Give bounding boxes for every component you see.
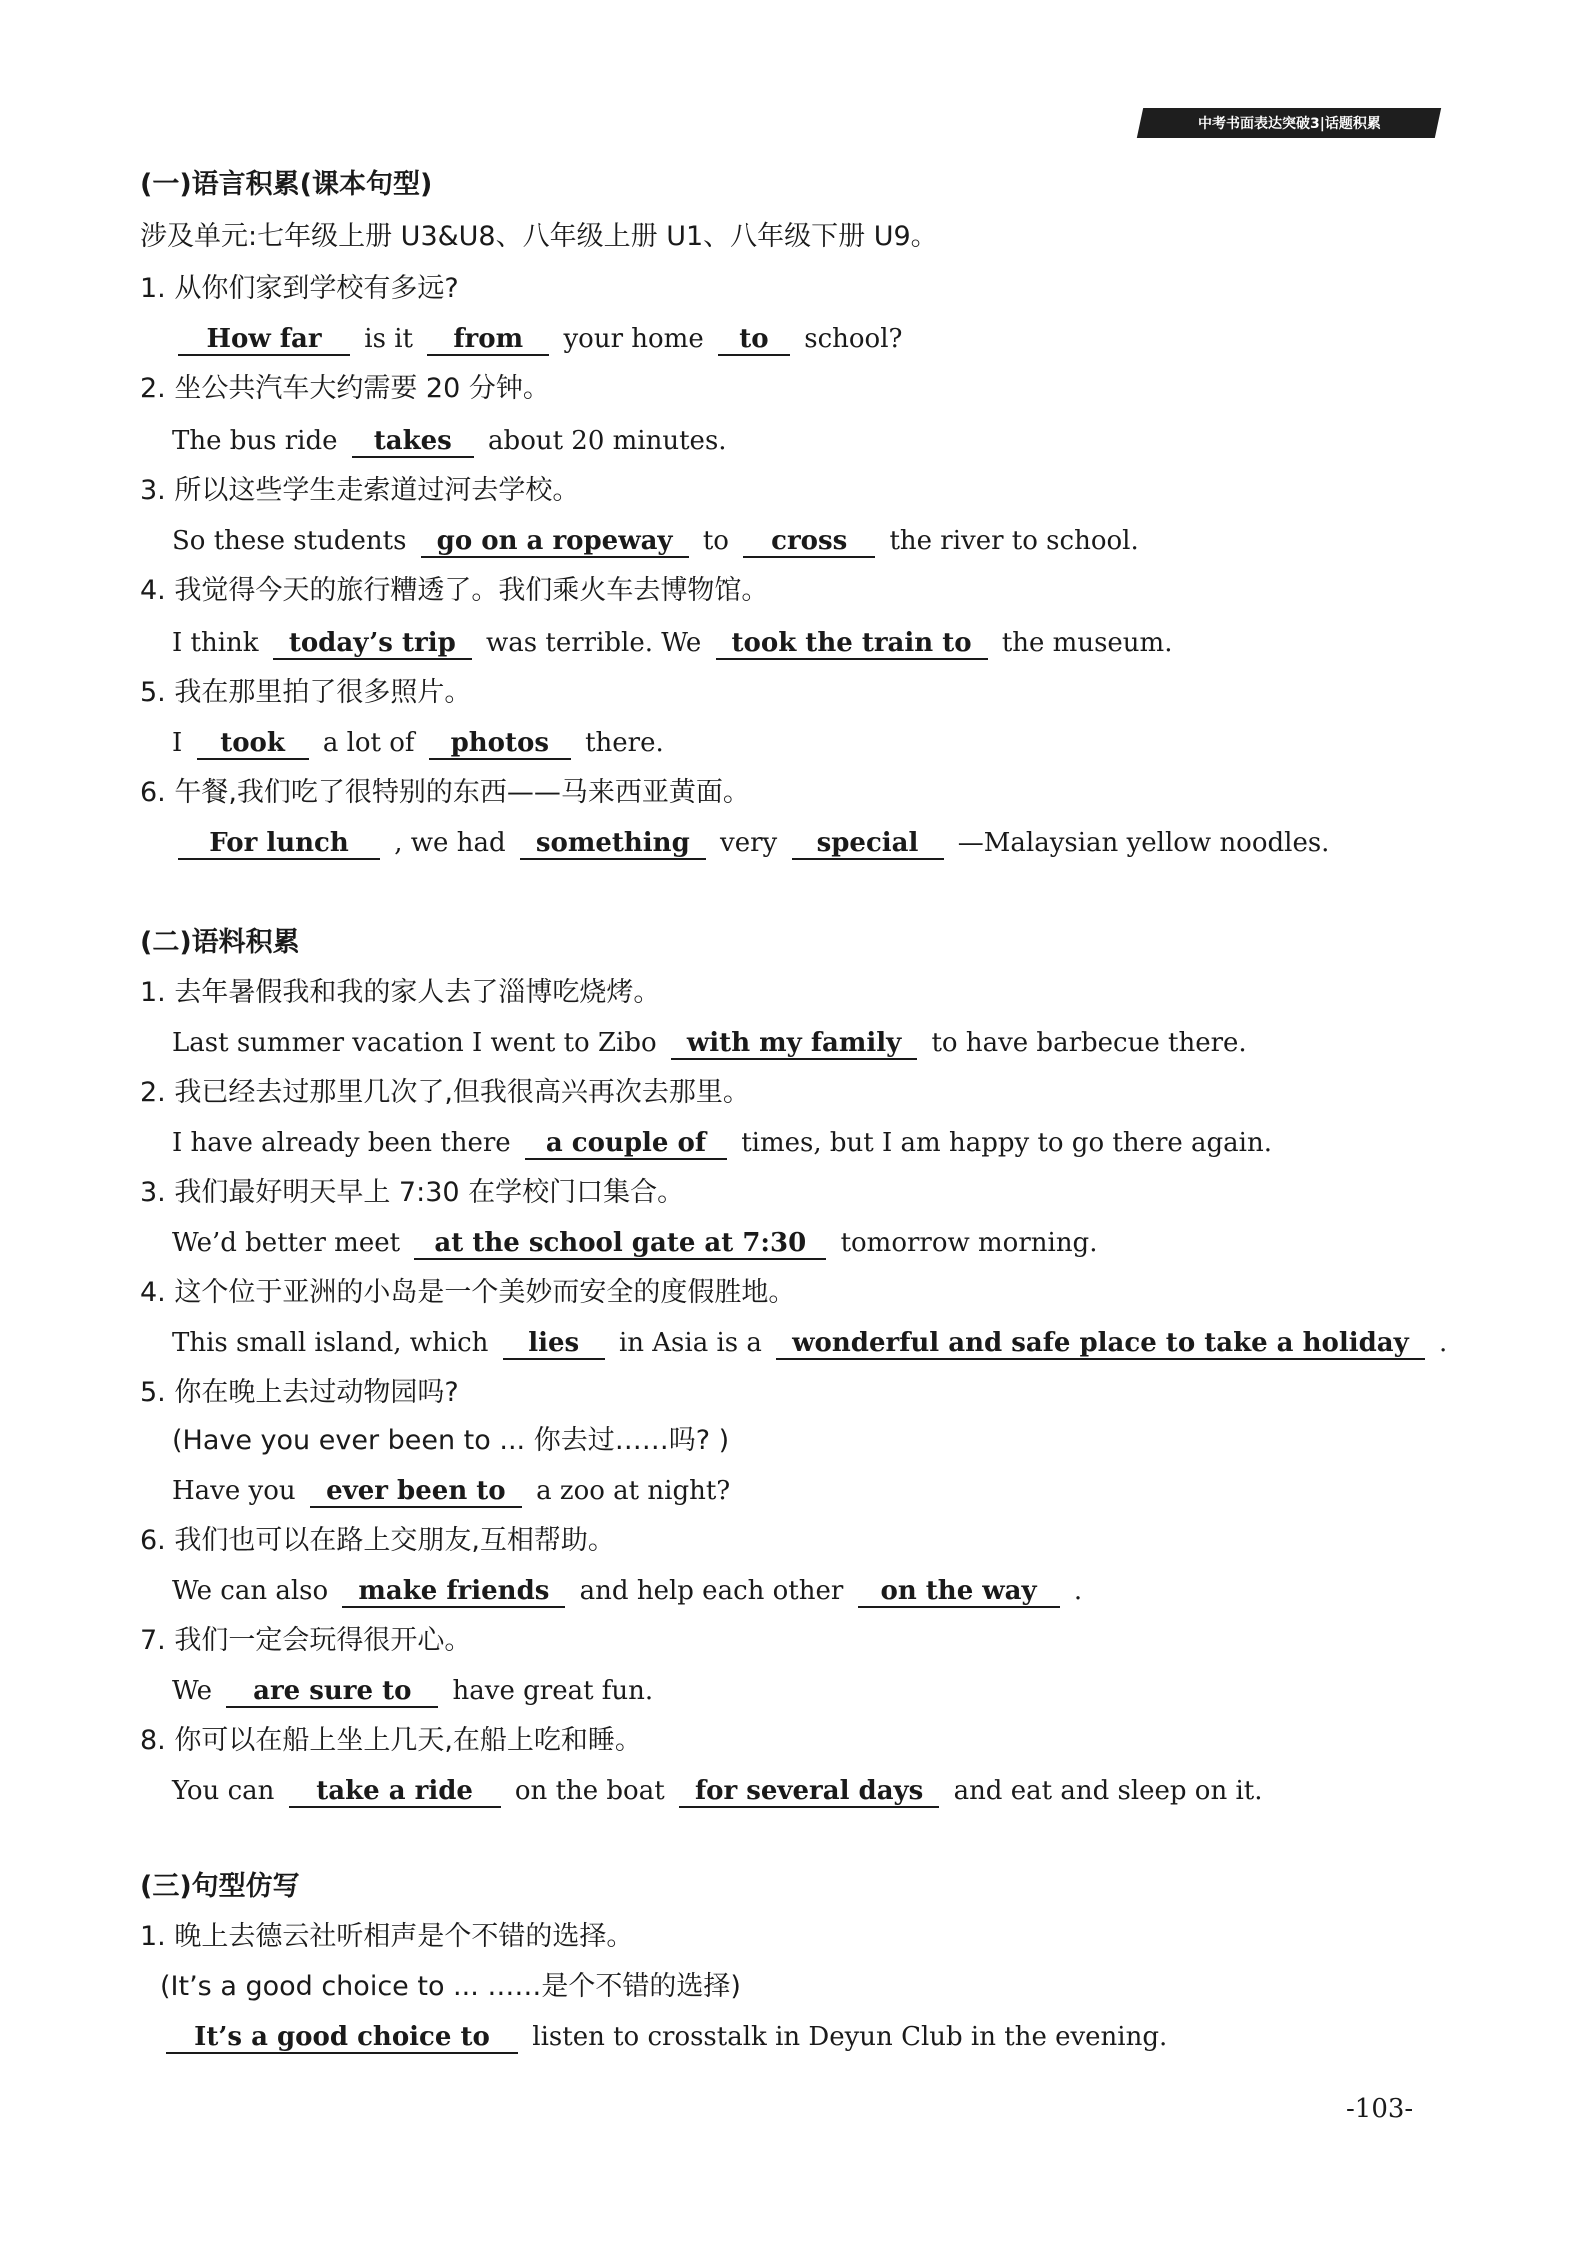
s3-q1-en (160, 2020, 1167, 2054)
answer-blank: took the train to (716, 628, 988, 660)
answer-blank: takes (352, 426, 474, 458)
sentence-text: The bus ride (172, 426, 338, 456)
sentence-text: You can (172, 1776, 275, 1806)
sentence-text: I think (172, 628, 259, 658)
answer-blank: special (792, 828, 944, 860)
answer-blank: something (520, 828, 706, 860)
answer-blank: today’s trip (273, 628, 472, 660)
answer-blank: take a ride (289, 1776, 501, 1808)
sentence-text: the museum. (1001, 628, 1173, 658)
sentence-text: We can also (172, 1576, 329, 1606)
header-banner-text: 中考书面表达突破3|话题积累 (1197, 116, 1381, 132)
answer-blank: to (718, 324, 790, 356)
section1-units: 涉及单元:七年级上册 U3&U8、八年级上册 U1、八年级下册 U9。 (140, 221, 938, 252)
sentence-text: . (1438, 1328, 1448, 1358)
answer-blank: are sure to (226, 1676, 438, 1708)
sentence-text: there. (585, 728, 664, 758)
answer-blank: ever been to (310, 1476, 522, 1508)
page-number: -103- (1346, 2094, 1414, 2124)
sentence-text: So these students (172, 526, 407, 556)
sentence-text: to (702, 526, 729, 556)
s2-q7-en (172, 1674, 653, 1708)
answer-blank: a couple of (525, 1128, 727, 1160)
answer-blank: wonderful and safe place to take a holiday (776, 1328, 1425, 1360)
s2-q6-zh: 6. 我们也可以在路上交朋友,互相帮助。 (140, 1525, 615, 1556)
answer-blank: on the way (858, 1576, 1060, 1608)
sentence-text: your home (563, 324, 704, 354)
s1-q4-en (172, 626, 1172, 660)
s2-q6-en (172, 1574, 1082, 1608)
s1-q2-en (172, 424, 727, 458)
sentence-text: school? (804, 324, 903, 354)
sentence-text: Last summer vacation I went to Zibo (172, 1028, 657, 1058)
s2-q8-zh: 8. 你可以在船上坐上几天,在船上吃和睡。 (140, 1725, 642, 1756)
sentence-text: have great fun. (452, 1676, 654, 1706)
sentence-text: a zoo at night? (536, 1476, 731, 1506)
section2-heading: (二)语料积累 (140, 927, 300, 958)
sentence-text: listen to crosstalk in Deyun Club in the evening. (532, 2022, 1168, 2052)
answer-blank: at the school gate at 7:30 (414, 1228, 826, 1260)
answer-blank: cross (743, 526, 875, 558)
answer-blank: photos (429, 728, 571, 760)
answer-blank: lies (503, 1328, 605, 1360)
s1-q5-en (172, 726, 664, 760)
header-banner (1137, 108, 1441, 138)
sentence-text: This small island, which (172, 1328, 489, 1358)
s2-q2-zh: 2. 我已经去过那里几次了,但我很高兴再次去那里。 (140, 1077, 750, 1108)
s1-q5-zh: 5. 我在那里拍了很多照片。 (140, 677, 472, 708)
sentence-text: and eat and sleep on it. (953, 1776, 1263, 1806)
answer-blank: for several days (679, 1776, 939, 1808)
sentence-text: and help each other (579, 1576, 844, 1606)
s1-q1-en (172, 322, 902, 356)
sentence-text: I have already been there (172, 1128, 511, 1158)
s2-q3-en (172, 1226, 1097, 1260)
sentence-text: about 20 minutes. (488, 426, 727, 456)
s2-q8-en (172, 1774, 1263, 1808)
sentence-text: We’d better meet (172, 1228, 401, 1258)
sentence-text: We (172, 1676, 212, 1706)
s1-q3-en (172, 524, 1139, 558)
sentence-text: —Malaysian yellow noodles. (957, 828, 1330, 858)
s2-q3-zh: 3. 我们最好明天早上 7:30 在学校门口集合。 (140, 1177, 685, 1208)
s2-q1-en (172, 1026, 1247, 1060)
sentence-text: I (172, 728, 183, 758)
sentence-text: in Asia is a (618, 1328, 762, 1358)
s2-q1-zh: 1. 去年暑假我和我的家人去了淄博吃烧烤。 (140, 977, 661, 1008)
sentence-text: tomorrow morning. (840, 1228, 1098, 1258)
sentence-text: is it (364, 324, 413, 354)
s1-q1-zh: 1. 从你们家到学校有多远? (140, 273, 459, 304)
s1-q3-zh: 3. 所以这些学生走索道过河去学校。 (140, 475, 580, 506)
s2-q4-zh: 4. 这个位于亚洲的小岛是一个美妙而安全的度假胜地。 (140, 1277, 796, 1308)
s2-q5-hint: (Have you ever been to ... 你去过……吗? ) (172, 1425, 730, 1456)
sentence-text: times, but I am happy to go there again. (741, 1128, 1272, 1158)
s2-q4-en (172, 1326, 1447, 1360)
s3-q1-hint: (It’s a good choice to ... ……是个不错的选择) (160, 1971, 741, 2002)
sentence-text: the river to school. (889, 526, 1139, 556)
sentence-text: to have barbecue there. (931, 1028, 1247, 1058)
s2-q2-en (172, 1126, 1272, 1160)
sentence-text: was terrible. We (486, 628, 702, 658)
sentence-text: on the boat (514, 1776, 665, 1806)
sentence-text: a lot of (322, 728, 415, 758)
s2-q5-en (172, 1474, 730, 1508)
s1-q6-en (172, 826, 1329, 860)
answer-blank: For lunch (178, 828, 380, 860)
s2-q7-zh: 7. 我们一定会玩得很开心。 (140, 1625, 472, 1656)
answer-blank: took (197, 728, 309, 760)
sentence-text: Have you (172, 1476, 296, 1506)
answer-blank: make friends (342, 1576, 565, 1608)
section1-heading: (一)语言积累(课本句型) (140, 169, 433, 200)
sentence-text: very (720, 828, 778, 858)
s1-q4-zh: 4. 我觉得今天的旅行糟透了。我们乘火车去博物馆。 (140, 575, 769, 606)
s3-q1-zh: 1. 晚上去德云社听相声是个不错的选择。 (140, 1921, 634, 1952)
answer-blank: with my family (671, 1028, 917, 1060)
s1-q2-zh: 2. 坐公共汽车大约需要 20 分钟。 (140, 373, 550, 404)
section3-heading: (三)句型仿写 (140, 1871, 300, 1902)
answer-blank: go on a ropeway (421, 526, 689, 558)
answer-blank: It’s a good choice to (166, 2022, 518, 2054)
sentence-text: . (1073, 1576, 1083, 1606)
answer-blank: How far (178, 324, 350, 356)
answer-blank: from (427, 324, 549, 356)
sentence-text: , we had (394, 828, 506, 858)
s1-q6-zh: 6. 午餐,我们吃了很特别的东西——马来西亚黄面。 (140, 777, 750, 808)
s2-q5-zh: 5. 你在晚上去过动物园吗? (140, 1377, 459, 1408)
